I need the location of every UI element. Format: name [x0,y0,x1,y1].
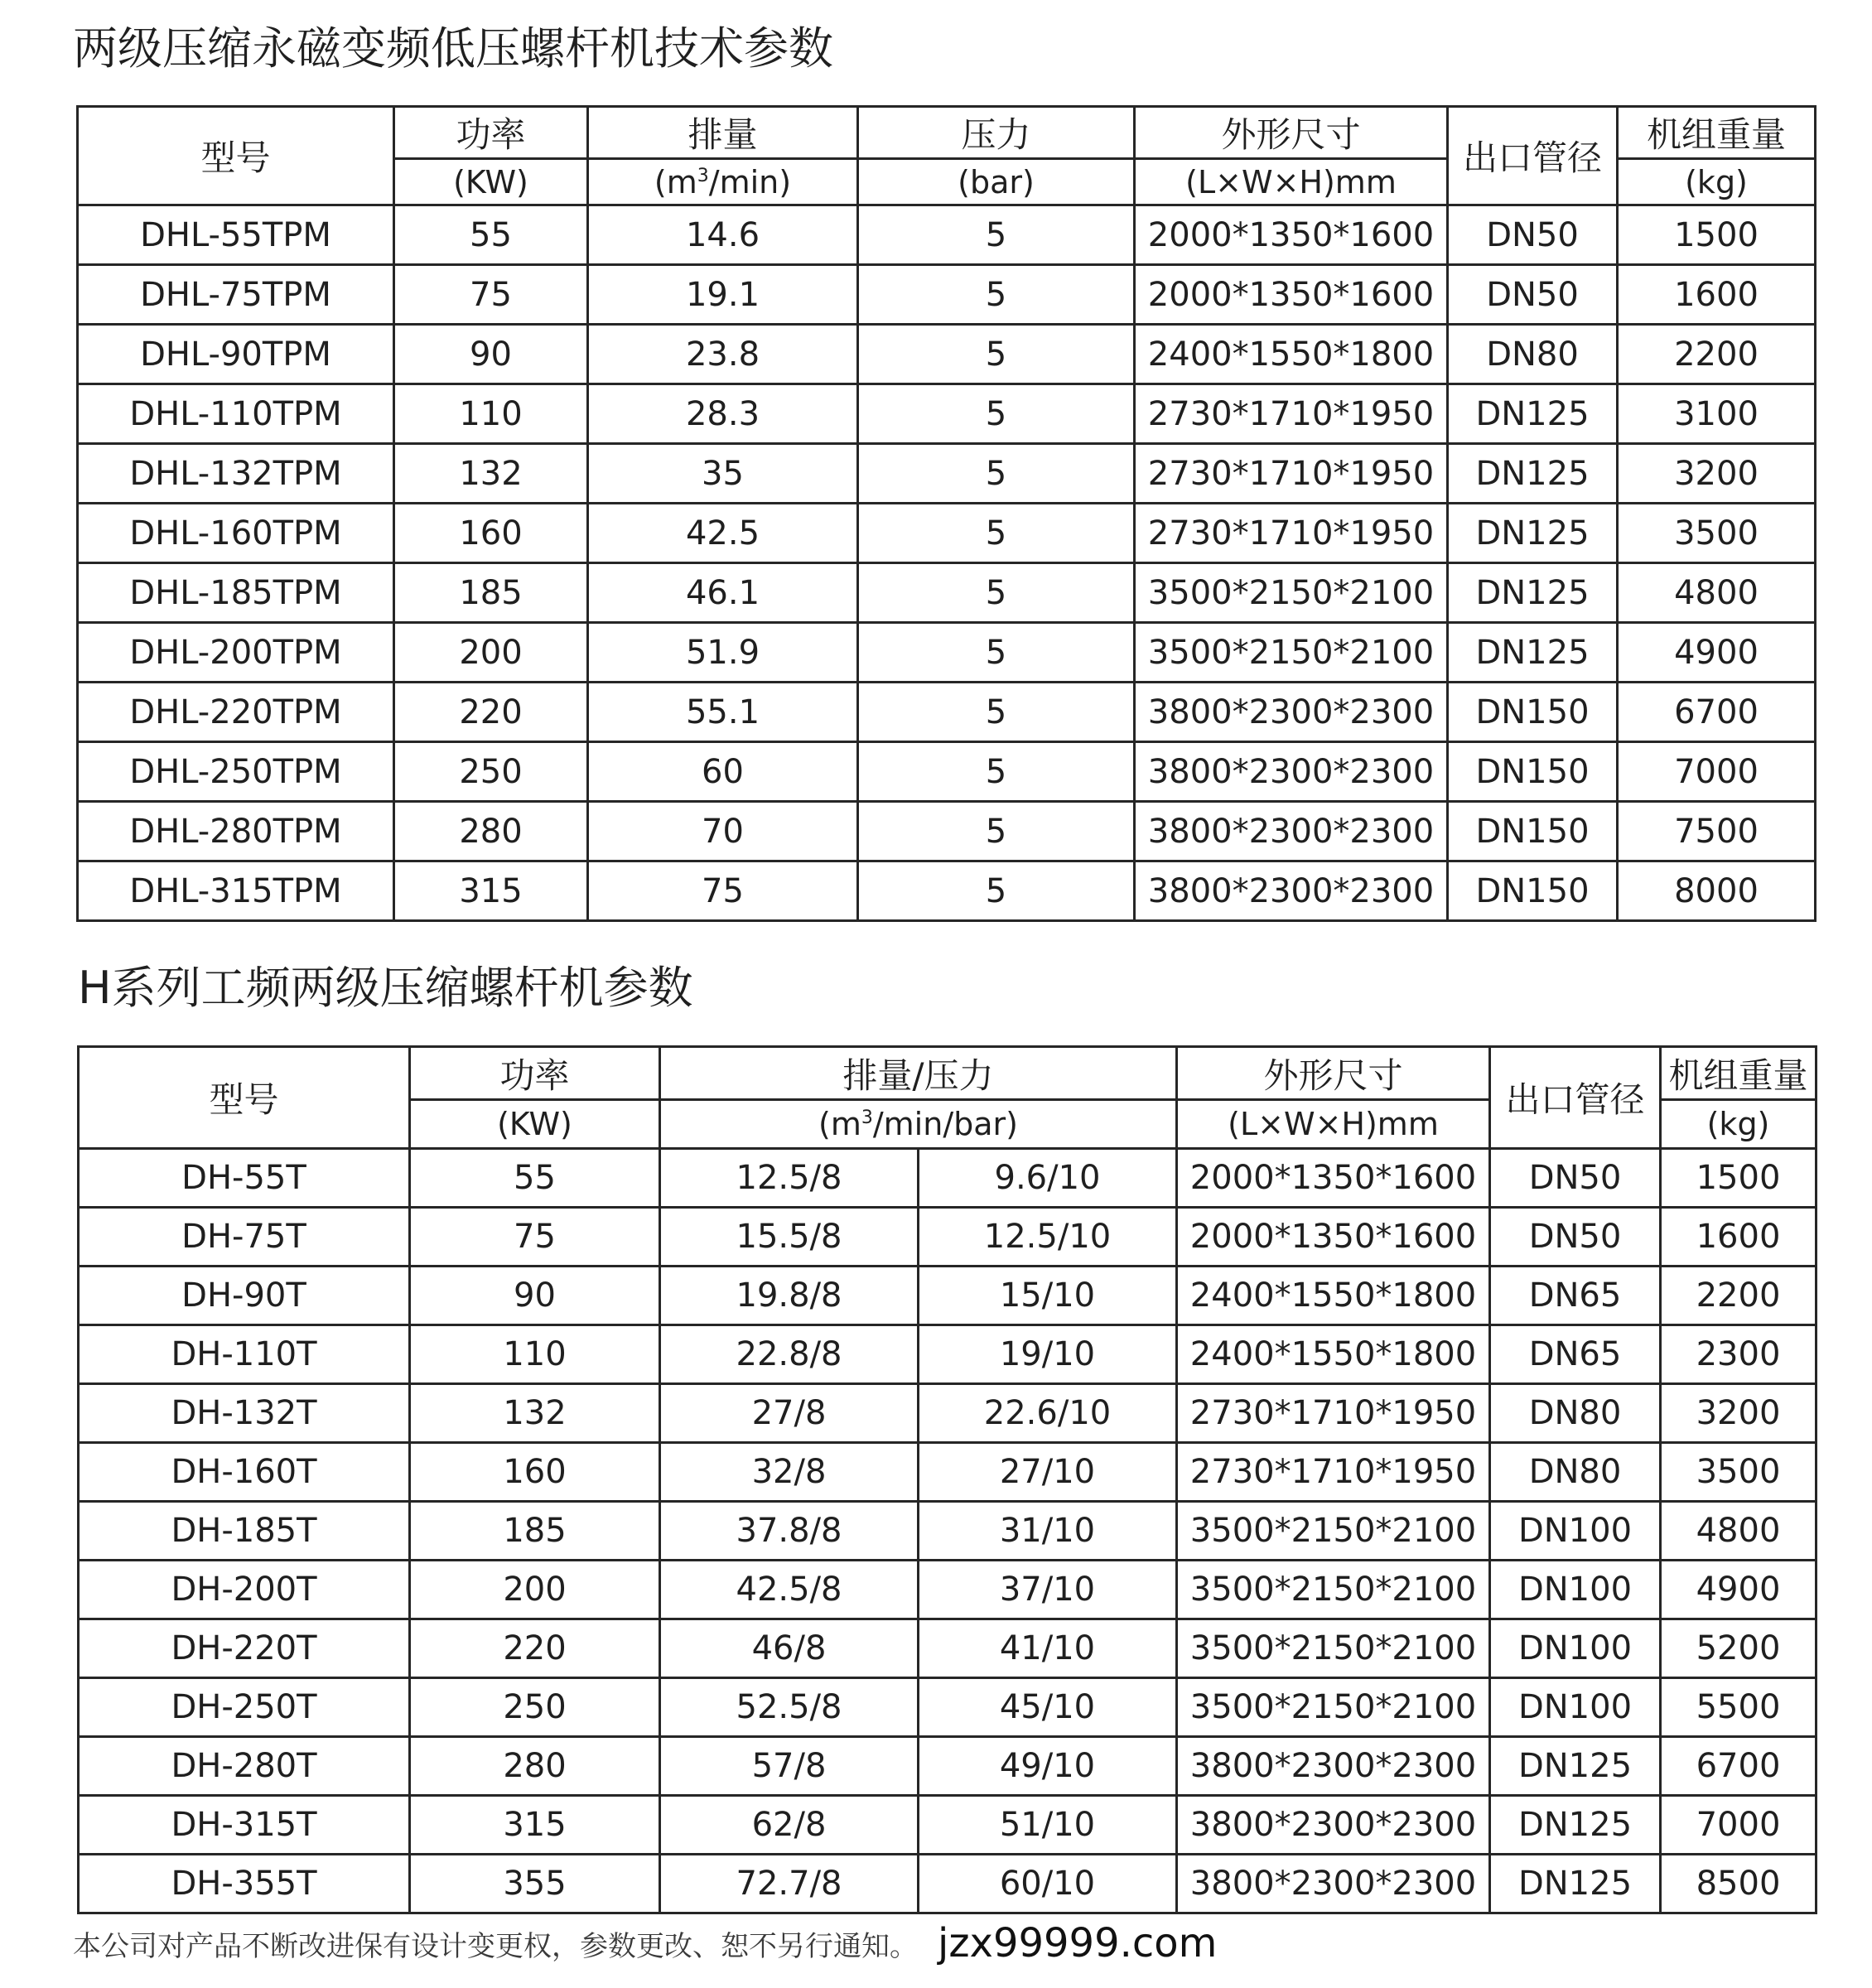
table-cell: 1500 [1661,1149,1817,1208]
table-cell: 32/8 [660,1443,919,1502]
table-cell: 5 [858,504,1135,563]
table-cell: 90 [410,1267,660,1325]
table-cell: 185 [394,563,588,623]
col-header-outlet: 出口管径 [1448,107,1618,205]
table-cell: 4900 [1618,623,1816,683]
table-cell: 3800*2300*2300 [1135,802,1448,861]
table-cell: 220 [394,683,588,742]
table-cell: 15/10 [919,1267,1177,1325]
table-cell: 51.9 [588,623,858,683]
table-cell: 315 [394,861,588,921]
table-cell: DH-200T [79,1561,410,1619]
table-cell: 1500 [1618,205,1816,265]
table-cell: 46/8 [660,1619,919,1678]
header-row [79,1047,1817,1100]
table-cell: 2730*1710*1950 [1177,1443,1490,1502]
table-cell: 5 [858,205,1135,265]
table-cell: 19.1 [588,265,858,325]
table-cell: 70 [588,802,858,861]
table-cell: DHL-90TPM [78,325,394,384]
table-cell: DN50 [1490,1208,1661,1267]
table2-title: H系列工频两级压缩螺杆机参数 [78,962,693,1014]
col-header-weight: 机组重量 [1661,1047,1817,1100]
table-cell: 23.8 [588,325,858,384]
table-cell: 5200 [1661,1619,1817,1678]
spec-table-h-series [77,1045,1817,1914]
table-cell: 75 [410,1208,660,1267]
table-cell: DN150 [1448,683,1618,742]
table-cell: 2000*1350*1600 [1135,205,1448,265]
table-cell: 3100 [1618,384,1816,444]
table-cell: 31/10 [919,1502,1177,1561]
table-cell: 355 [410,1855,660,1913]
table-cell: 185 [410,1502,660,1561]
table-cell: DH-90T [79,1267,410,1325]
table-row [78,325,1816,384]
table-cell: 3500 [1661,1443,1817,1502]
table-cell: 3800*2300*2300 [1135,742,1448,802]
table1-title: 两级压缩永磁变频低压螺杆机技术参数 [73,22,833,75]
table-cell: 42.5/8 [660,1561,919,1619]
table-cell: 2000*1350*1600 [1135,265,1448,325]
table-cell: 51/10 [919,1796,1177,1855]
table-cell: 27/8 [660,1384,919,1443]
table-cell: DN80 [1490,1384,1661,1443]
col-header-model: 型号 [78,107,394,205]
table-row [79,1325,1817,1384]
table-cell: 132 [410,1384,660,1443]
table-cell: 49/10 [919,1737,1177,1796]
table-cell: DN125 [1448,504,1618,563]
table-cell: 2400*1550*1800 [1177,1267,1490,1325]
table-cell: 3500*2150*2100 [1177,1561,1490,1619]
table-row [78,384,1816,444]
table-cell: 27/10 [919,1443,1177,1502]
table-cell: DN125 [1490,1855,1661,1913]
table-cell: 2200 [1618,325,1816,384]
unit-power: (KW) [410,1100,660,1149]
table-cell: 3800*2300*2300 [1135,861,1448,921]
col-header-outlet: 出口管径 [1490,1047,1661,1149]
table-cell: 1600 [1661,1208,1817,1267]
table-cell: DHL-55TPM [78,205,394,265]
table-row [78,683,1816,742]
table-cell: 2200 [1661,1267,1817,1325]
table-cell: 220 [410,1619,660,1678]
table-cell: 3500*2150*2100 [1177,1502,1490,1561]
unit-size: (L×W×H)mm [1135,159,1448,205]
table-cell: DH-250T [79,1678,410,1737]
table-cell: 280 [410,1737,660,1796]
table-cell: 2000*1350*1600 [1177,1208,1490,1267]
table-cell: 5 [858,563,1135,623]
table-cell: 3500*2150*2100 [1177,1619,1490,1678]
table-cell: 57/8 [660,1737,919,1796]
footer-notice: 本公司对产品不断改进保有设计变更权，参数更改、恕不另行通知。 [73,1930,918,1963]
table-row [78,802,1816,861]
table-cell: DN125 [1490,1796,1661,1855]
col-header-weight: 机组重量 [1618,107,1816,159]
table-cell: DH-75T [79,1208,410,1267]
table-cell: 19.8/8 [660,1267,919,1325]
table-cell: 6700 [1661,1737,1817,1796]
table-cell: 55.1 [588,683,858,742]
table-cell: 280 [394,802,588,861]
table-cell: 28.3 [588,384,858,444]
table-cell: DN150 [1448,742,1618,802]
table-cell: 200 [394,623,588,683]
col-header-size: 外形尺寸 [1177,1047,1490,1100]
table-cell: 4800 [1618,563,1816,623]
table-cell: 160 [410,1443,660,1502]
table-row [79,1619,1817,1678]
table-cell: 62/8 [660,1796,919,1855]
table-cell: 200 [410,1561,660,1619]
table-cell: DHL-132TPM [78,444,394,504]
table-row [79,1737,1817,1796]
table-cell: 8500 [1661,1855,1817,1913]
table-cell: 250 [410,1678,660,1737]
table-cell: 42.5 [588,504,858,563]
table-cell: 2730*1710*1950 [1135,444,1448,504]
table-cell: DN150 [1448,861,1618,921]
table-cell: 2730*1710*1950 [1135,384,1448,444]
table-cell: 12.5/8 [660,1149,919,1208]
table-cell: 19/10 [919,1325,1177,1384]
table-cell: 14.6 [588,205,858,265]
table-row [78,504,1816,563]
unit-power: (KW) [394,159,588,205]
table-cell: 5 [858,802,1135,861]
table-row [79,1443,1817,1502]
table-cell: 8000 [1618,861,1816,921]
table-cell: 2000*1350*1600 [1177,1149,1490,1208]
table-row [79,1561,1817,1619]
table-cell: 2400*1550*1800 [1135,325,1448,384]
col-header-flow: 排量 [588,107,858,159]
table-cell: 15.5/8 [660,1208,919,1267]
unit-flow-pressure: $(m^3/\min/bar)$ [660,1100,1177,1149]
table-cell: 2730*1710*1950 [1177,1384,1490,1443]
footer-website: jzx99999.com [938,1920,1218,1966]
table-cell: DN80 [1490,1443,1661,1502]
table-cell: 3200 [1618,444,1816,504]
table-cell: 3500*2150*2100 [1135,623,1448,683]
table-cell: 72.7/8 [660,1855,919,1913]
table-cell: DH-220T [79,1619,410,1678]
table-cell: DN50 [1448,265,1618,325]
table-cell: 46.1 [588,563,858,623]
table-cell: 3800*2300*2300 [1177,1796,1490,1855]
table-cell: DN100 [1490,1678,1661,1737]
table-cell: 3500 [1618,504,1816,563]
table-cell: DN150 [1448,802,1618,861]
table-cell: 5 [858,861,1135,921]
table-cell: DH-132T [79,1384,410,1443]
unit-weight: (kg) [1618,159,1816,205]
table-cell: 2730*1710*1950 [1135,504,1448,563]
table-cell: 60 [588,742,858,802]
table-cell: 52.5/8 [660,1678,919,1737]
table-cell: DHL-75TPM [78,265,394,325]
table-cell: DN100 [1490,1561,1661,1619]
table-cell: 22.6/10 [919,1384,1177,1443]
table-cell: DN100 [1490,1502,1661,1561]
table-row [79,1502,1817,1561]
table-cell: 3500*2150*2100 [1177,1678,1490,1737]
table-cell: 9.6/10 [919,1149,1177,1208]
table-cell: DHL-280TPM [78,802,394,861]
table-cell: 5 [858,623,1135,683]
table-row [79,1149,1817,1208]
table-cell: DH-110T [79,1325,410,1384]
spec-table-permanent-magnet [76,105,1817,922]
col-header-power: 功率 [410,1047,660,1100]
table-cell: DN50 [1490,1149,1661,1208]
table-cell: DN125 [1448,623,1618,683]
table-cell: 5 [858,384,1135,444]
table-cell: 75 [394,265,588,325]
col-header-pressure: 压力 [858,107,1135,159]
table-row [78,623,1816,683]
table-cell: DN125 [1448,384,1618,444]
table-cell: 1600 [1618,265,1816,325]
table-cell: DN65 [1490,1267,1661,1325]
table-cell: 37/10 [919,1561,1177,1619]
header-row [78,107,1816,159]
table-cell: DN80 [1448,325,1618,384]
table-cell: DH-55T [79,1149,410,1208]
table-row [78,742,1816,802]
table-cell: DN65 [1490,1325,1661,1384]
table-cell: DH-315T [79,1796,410,1855]
col-header-model: 型号 [79,1047,410,1149]
table-cell: 160 [394,504,588,563]
table-cell: DN125 [1490,1737,1661,1796]
unit-size: (L×W×H)mm [1177,1100,1490,1149]
table-cell: DH-280T [79,1737,410,1796]
table-cell: DHL-160TPM [78,504,394,563]
table-cell: 3200 [1661,1384,1817,1443]
table-row [79,1208,1817,1267]
table-row [78,861,1816,921]
table-cell: 250 [394,742,588,802]
table-cell: 6700 [1618,683,1816,742]
table-cell: 35 [588,444,858,504]
table-row [78,563,1816,623]
table-cell: 55 [410,1149,660,1208]
table-row [79,1267,1817,1325]
table-row [78,444,1816,504]
table-cell: DHL-250TPM [78,742,394,802]
table-cell: 4900 [1661,1561,1817,1619]
unit-flow: $(m^3/\min)$ [588,159,858,205]
table-row [79,1384,1817,1443]
table-cell: 5 [858,683,1135,742]
table-cell: 22.8/8 [660,1325,919,1384]
unit-pressure: (bar) [858,159,1135,205]
col-header-flow-pressure: 排量/压力 [660,1047,1177,1100]
table-cell: DHL-315TPM [78,861,394,921]
col-header-size: 外形尺寸 [1135,107,1448,159]
table-cell: 45/10 [919,1678,1177,1737]
unit-weight: (kg) [1661,1100,1817,1149]
table-cell: DH-160T [79,1443,410,1502]
table-cell: 7000 [1661,1796,1817,1855]
table-cell: DN125 [1448,444,1618,504]
table-cell: 3800*2300*2300 [1177,1855,1490,1913]
table-cell: 90 [394,325,588,384]
table-row [79,1796,1817,1855]
table-cell: DHL-220TPM [78,683,394,742]
table-cell: 3500*2150*2100 [1135,563,1448,623]
table-cell: 7500 [1618,802,1816,861]
table-cell: 5500 [1661,1678,1817,1737]
table-cell: 5 [858,325,1135,384]
table-cell: 132 [394,444,588,504]
table-cell: 5 [858,742,1135,802]
table-cell: 110 [410,1325,660,1384]
table-cell: 4800 [1661,1502,1817,1561]
table-cell: 2300 [1661,1325,1817,1384]
table-row [79,1678,1817,1737]
table-cell: 5 [858,444,1135,504]
table-cell: DN100 [1490,1619,1661,1678]
table-cell: 75 [588,861,858,921]
table-cell: 5 [858,265,1135,325]
table-cell: 12.5/10 [919,1208,1177,1267]
table-cell: DHL-110TPM [78,384,394,444]
table-cell: DHL-185TPM [78,563,394,623]
table-cell: 3800*2300*2300 [1135,683,1448,742]
table-cell: 7000 [1618,742,1816,802]
table-cell: 55 [394,205,588,265]
table-row [78,205,1816,265]
table-row [78,265,1816,325]
table-cell: 3800*2300*2300 [1177,1737,1490,1796]
table-cell: DHL-200TPM [78,623,394,683]
table-cell: DN50 [1448,205,1618,265]
table-cell: 315 [410,1796,660,1855]
table-cell: 37.8/8 [660,1502,919,1561]
col-header-power: 功率 [394,107,588,159]
table-cell: DN125 [1448,563,1618,623]
table-cell: 41/10 [919,1619,1177,1678]
table-row [79,1855,1817,1913]
table-cell: DH-185T [79,1502,410,1561]
table-cell: DH-355T [79,1855,410,1913]
table-cell: 110 [394,384,588,444]
table-cell: 2400*1550*1800 [1177,1325,1490,1384]
table-cell: 60/10 [919,1855,1177,1913]
